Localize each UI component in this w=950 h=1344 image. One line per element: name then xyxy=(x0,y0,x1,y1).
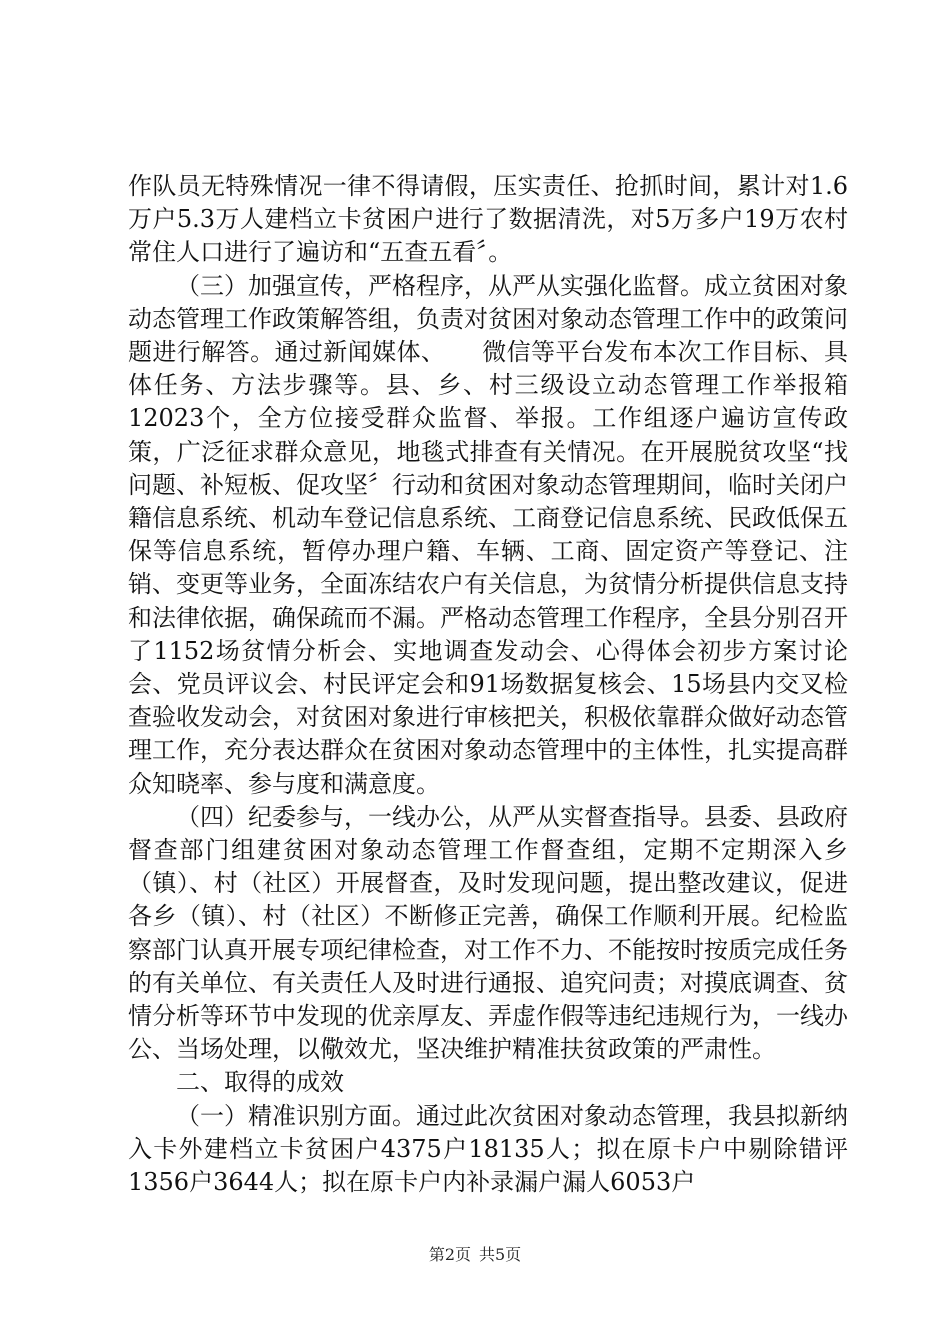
paragraph-4: （一）精准识别方面。通过此次贫困对象动态管理，我县拟新纳入卡外建档立卡贫困户4375户18135人；拟在原卡户中剔除错评1356户3644人；拟在原卡户内补录漏户漏人6053户 xyxy=(128,1101,848,1197)
page-footer xyxy=(0,1245,950,1265)
page-number: 第2页 xyxy=(428,1245,471,1264)
page-total: 共5页 xyxy=(479,1245,522,1264)
paragraph-1: 作队员无特殊情况一律不得请假，压实责任、抢抓时间，累计对1.6万户5.3万人建档立卡贫困户进行了数据清洗，对5万多户19万农村常住人口进行了遍访和“五查五看〞。 xyxy=(128,172,848,267)
paragraph-2: （三）加强宣传，严格程序，从严从实强化监督。成立贫困对象动态管理工作政策解答组，负责对贫困对象动态管理工作中的政策问题进行解答。通过新闻媒体、 微信等平台发布本次工作目标、具体任务、方法步骤等。县、乡、村三级设立动态管理工作举报箱12023个，全方位接受群众监督、举报。工作组逐户遍访宣传政策，广泛征求群众意见，地毯式排查有关情况。在开展脱贫攻坚“找问题、补短板、促攻坚〞行动和贫困对象动态管理期间，临时关闭户籍信息系统、机动车登记信息系统、工商登记信息系统、民政低保五保等信息系统，暂停办理户籍、车辆、工商、固定资产等登记、注销、变更等业务，全面冻结农户有关信息，为贫情分析提供信息支持和法律依据，确保疏而不漏。严格动态管理工作程序，全县分别召开了1152场贫情分析会、实地调查发动会、心得体会初步方案讨论会、党员评议会、村民评定会和91场数据复核会、15场县内交叉检查验收发动会，对贫困对象进行审核把关，积极依靠群众做好动态管理工作，充分表达群众在贫困对象动态管理中的主体性，扎实提高群众知晓率、参与度和满意度。 xyxy=(128,271,848,798)
document-body xyxy=(128,170,848,1199)
section-heading: 二、取得的成效 xyxy=(176,1068,344,1097)
paragraph-3: （四）纪委参与，一线办公，从严从实督查指导。县委、县政府督查部门组建贫困对象动态管理工作督查组，定期不定期深入乡（镇）、村（社区）开展督查，及时发现问题，提出整改建议，促进各乡（镇）、村（社区）不断修正完善，确保工作顺利开展。纪检监察部门认真开展专项纪律检查，对工作不力、不能按时按质完成任务的有关单位、有关责任人及时进行通报、追究问责；对摸底调查、贫情分析等环节中发现的优亲厚友、弄虚作假等违纪违规行为，一线办公、当场处理，以儆效尤，坚决维护精准扶贫政策的严肃性。 xyxy=(128,802,848,1064)
